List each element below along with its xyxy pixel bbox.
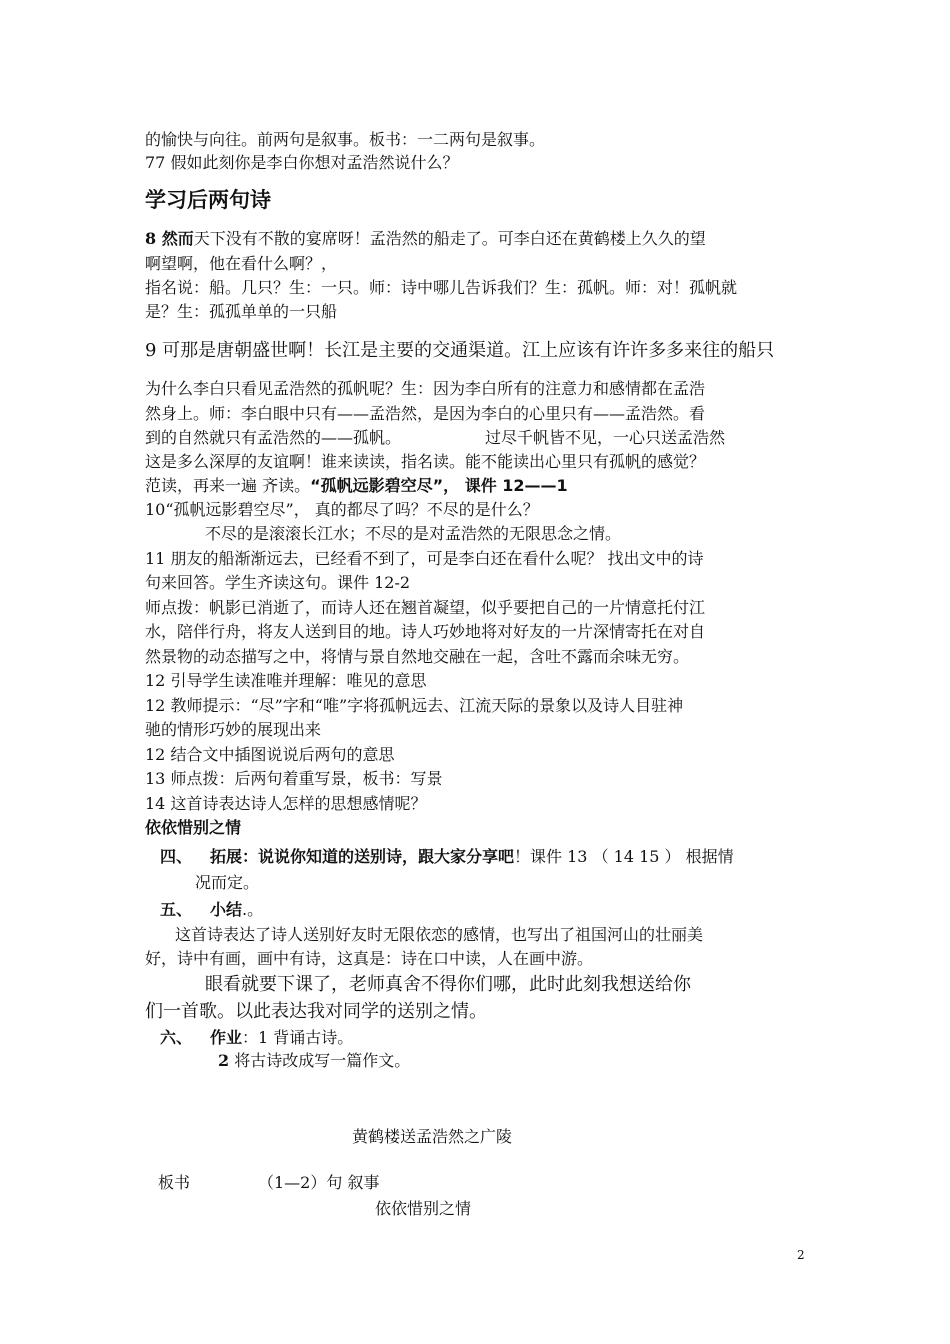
board-title: 黄鹤楼送孟浩然之广陵 — [352, 1127, 513, 1146]
board-subtitle: 依依惜别之情 — [375, 1199, 472, 1218]
text-line: 这首诗表达了诗人送别好友时无限依恋的感情，也写出了祖国河山的壮丽美 — [175, 925, 704, 944]
poem-line: 过尽千帆皆不见，一心只送孟浩然 — [485, 428, 726, 447]
section-text: ！课件 13 （ 14 15 ） 根据情 — [514, 847, 734, 866]
paragraph-8 — [145, 228, 706, 250]
text-line: 不尽的是滚滚长江水；不尽的是对孟浩然的无限思念之情。 — [205, 524, 622, 543]
paragraph-lead: 8 然而 — [145, 229, 194, 248]
text-line: 11 朋友的船渐渐远去，已经看不到了，可是李白还在看什么呢？ 找出文中的诗 — [145, 549, 704, 568]
section-title: 小结 — [210, 900, 243, 919]
homework-text: 将古诗改成写一篇作文。 — [229, 1051, 411, 1070]
section-four — [160, 846, 734, 868]
courseware-reference: “孤帆远影碧空尽”， 课件 12——1 — [310, 476, 568, 495]
text-line: 12 教师提示：“尽”字和“唯”字将孤帆远去、江流天际的景象以及诗人目驻神 — [145, 696, 684, 715]
board-row: （1—2）句 叙事 — [258, 1173, 380, 1192]
text-line: 12 引导学生读准唯并理解：唯见的意思 — [145, 671, 427, 690]
section-text: .。 — [242, 900, 264, 919]
text-line: 这是多么深厚的友谊啊！谁来读读，指名读。能不能读出心里只有孤帆的感觉？ — [145, 452, 706, 471]
text-line: 12 结合文中插图说说后两句的意思 — [145, 745, 395, 764]
text-line: 师点拨：帆影已消逝了，而诗人还在翘首凝望，似乎要把自己的一片情意托付江 — [145, 598, 706, 617]
section-number: 五、 — [160, 900, 193, 919]
section-number: 六、 — [160, 1028, 193, 1047]
text-line: 然身上。师：李白眼中只有——孟浩然，是因为李白的心里只有——孟浩然。看 — [145, 404, 706, 423]
text-line: 水，陪伴行舟，将友人送到目的地。诗人巧妙地将对好友的一片深情寄托在对自 — [145, 622, 706, 641]
section-six — [160, 1027, 353, 1049]
text-line: 77 假如此刻你是李白你想对孟浩然说什么？ — [145, 153, 459, 172]
text-line: 况而定。 — [195, 873, 260, 892]
text-line: 是？生：孤孤单单的一只船 — [145, 302, 338, 321]
text-line: 啊望啊，他在看什么啊？， — [145, 254, 338, 273]
section-number: 四、 — [160, 847, 193, 866]
text-line: 10“孤帆远影碧空尽”， 真的都尽了吗？不尽的是什么？ — [145, 500, 539, 519]
text-line: 驰的情形巧妙的展现出来 — [145, 720, 322, 739]
line-part: 范读，再来一遍 齐读。 — [145, 476, 311, 495]
paragraph-9: 9 可那是唐朝盛世啊！长江是主要的交通渠道。江上应该有许许多多来往的船只 — [145, 340, 775, 361]
text-line: 眼看就要下课了，老师真舍不得你们哪，此时此刻我想送给你 — [205, 974, 691, 995]
text-line: 指名说：船。几只？生：一只。师：诗中哪儿告诉我们？生：孤帆。师：对！孤帆就 — [145, 278, 738, 297]
text-line: 14 这首诗表达诗人怎样的思想感情呢？ — [145, 794, 427, 813]
text-line — [145, 475, 568, 497]
paragraph-text: 天下没有不散的宴席呀！孟浩然的船走了。可李白还在黄鹤楼上久久的望 — [193, 229, 706, 248]
emotion-label: 依依惜别之情 — [145, 818, 242, 837]
text-line: 13 师点拨：后两句着重写景，板书：写景 — [145, 769, 443, 788]
section-title: 作业 — [210, 1028, 243, 1047]
text-line — [218, 1050, 410, 1072]
text-line: 句来回答。学生齐读这句。课件 12-2 — [145, 573, 411, 592]
line-part: 到的自然就只有孟浩然的——孤帆。 — [145, 428, 402, 447]
section-title: 拓展：说说你知道的送别诗，跟大家分享吧 — [210, 847, 515, 866]
board-label: 板书 — [158, 1173, 191, 1192]
text-line — [145, 427, 725, 449]
text-line: 的愉快与向往。前两句是叙事。板书：一二两句是叙事。 — [145, 130, 546, 149]
text-line: 们一首歌。以此表达我对同学的送别之情。 — [145, 1001, 487, 1022]
text-line: 好，诗中有画，画中有诗，这真是：诗在口中读，人在画中游。 — [145, 949, 594, 968]
section-text: ：1 背诵古诗。 — [242, 1028, 354, 1047]
section-heading: 学习后两句诗 — [145, 188, 271, 212]
page-number: 2 — [797, 1248, 805, 1262]
homework-number: 2 — [218, 1051, 230, 1070]
text-line: 为什么李白只看见孟浩然的孤帆呢？生：因为李白所有的注意力和感情都在孟浩 — [145, 379, 706, 398]
text-line: 然景物的动态描写之中，将情与景自然地交融在一起，含吐不露而余味无穷。 — [145, 647, 690, 666]
section-five — [160, 899, 263, 921]
